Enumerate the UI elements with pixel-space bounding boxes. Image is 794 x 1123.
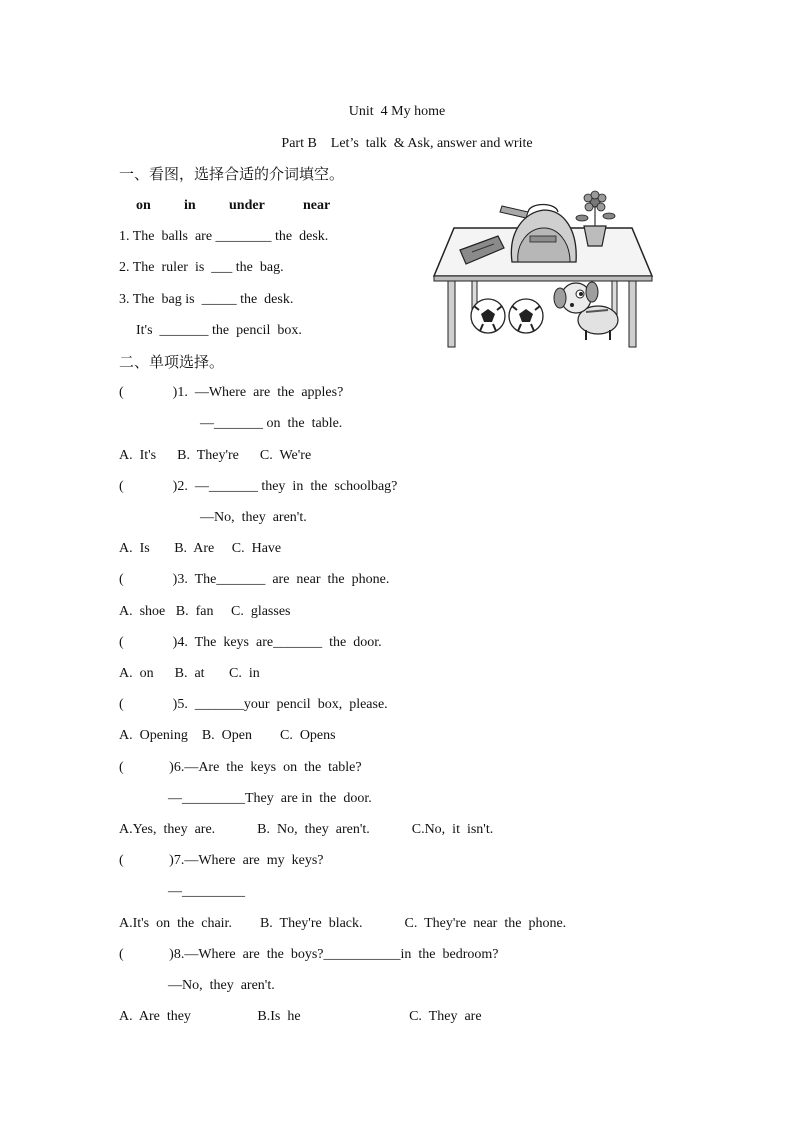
section1-heading: 一、看图，选择合适的介词填空。 [119, 165, 345, 183]
section2-heading: 二、单项选择。 [119, 353, 225, 371]
fill-in-line: 1. The balls are ________ the desk. [119, 229, 329, 244]
page-subtitle: Part B Let’s talk & Ask, answer and write [281, 136, 533, 151]
answer-line: —_________ [168, 884, 245, 899]
question-line: ( )4. The keys are_______ the door. [119, 635, 382, 650]
fill-in-line: 2. The ruler is ___ the bag. [119, 260, 284, 275]
football-icon [509, 299, 543, 333]
dog-icon [554, 282, 618, 340]
options-line: A. shoe B. fan C. glasses [119, 604, 291, 619]
options-line: A. It's B. They're C. We're [119, 448, 312, 463]
question-line: ( )1. —Where are the apples? [119, 385, 344, 400]
question-line: ( )5. _______your pencil box, please. [119, 697, 388, 712]
answer-line: —No, they aren't. [168, 978, 275, 993]
page-title: Unit 4 My home [348, 104, 446, 119]
options-line: A. Are they B.Is he C. They are [119, 1009, 482, 1024]
word-option: under [229, 198, 265, 213]
word-option: in [184, 198, 196, 213]
options-line: A.Yes, they are. B. No, they aren't. C.No, it isn't. [119, 822, 494, 837]
options-line: A. Is B. Are C. Have [119, 541, 282, 556]
question-line: ( )7.—Where are my keys? [119, 853, 324, 868]
question-line: ( )6.—Are the keys on the table? [119, 760, 362, 775]
fill-in-line: It's _______ the pencil box. [136, 323, 302, 338]
fill-in-line: 3. The bag is _____ the desk. [119, 292, 294, 307]
options-line: A.It's on the chair. B. They're black. C. They're near the phone. [119, 916, 567, 931]
options-line: A. Opening B. Open C. Opens [119, 728, 336, 743]
desk-illustration [432, 188, 654, 350]
answer-line: —_______ on the table. [200, 416, 343, 431]
question-line: ( )3. The_______ are near the phone. [119, 572, 390, 587]
answer-line: —_________They are in the door. [168, 791, 372, 806]
question-line: ( )8.—Where are the boys?___________in the bedroom? [119, 947, 499, 962]
question-line: ( )2. —_______ they in the schoolbag? [119, 479, 398, 494]
football-icon [471, 299, 505, 333]
word-option: near [303, 198, 331, 213]
options-line: A. on B. at C. in [119, 666, 260, 681]
answer-line: —No, they aren't. [200, 510, 307, 525]
word-option: on [136, 198, 151, 213]
